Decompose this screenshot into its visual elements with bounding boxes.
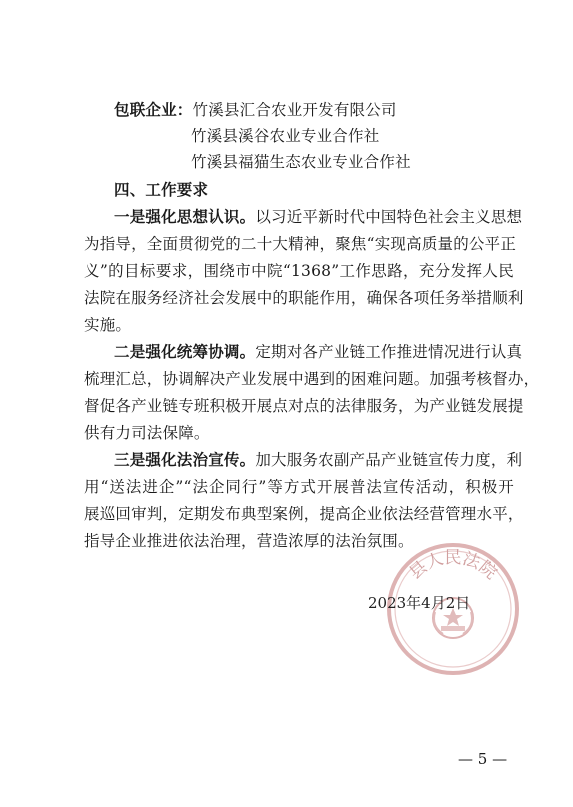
company-2: 竹溪县溪谷农业专业合作社 [191, 127, 380, 145]
para3-line1 [114, 450, 523, 470]
para2-line2: 梳理汇总，协调解决产业发展中遇到的困难问题。加强考核督办， [84, 370, 540, 388]
para2-lead: 二是强化统筹协调。 [114, 343, 256, 361]
para2-line4: 供有力司法保障。 [84, 424, 210, 442]
company-1: 竹溪县汇合农业开发有限公司 [192, 101, 397, 119]
seal-arc-text: 县人民法院 [405, 548, 501, 584]
para1-line5: 实施。 [84, 316, 132, 334]
companies-label [114, 100, 397, 120]
para3-text1: 加大服务农副产品产业链宣传力度，利 [255, 451, 523, 469]
page-number: — 5 — [458, 750, 508, 768]
para1-line1 [114, 207, 523, 227]
para1-line4: 法院在服务经济社会发展中的职能作用，确保各项任务举措顺利 [84, 289, 524, 307]
para3-line2: 用“送法进企”“法企同行”等方式开展普法宣传活动，积极开 [84, 478, 514, 496]
para3-line4: 指导企业推进依法治理，营造浓厚的法治氛围。 [84, 532, 414, 550]
document-date: 2023年4月2日 [368, 594, 471, 612]
para1-line2: 为指导，全面贯彻党的二十大精神，聚焦“实现高质量的公平正 [84, 235, 517, 253]
section-heading: 四、工作要求 [114, 181, 209, 199]
para3-lead: 三是强化法治宣传。 [114, 451, 256, 469]
para2-text1: 定期对各产业链工作推进情况进行认真 [255, 343, 523, 361]
companies-label-text: 包联企业： [114, 101, 193, 119]
para1-lead: 一是强化思想认识。 [114, 208, 256, 226]
para2-line3: 督促各产业链专班积极开展点对点的法律服务，为产业链发展提 [84, 397, 524, 415]
company-3: 竹溪县福猫生态农业专业合作社 [191, 153, 411, 171]
para1-line3: 义”的目标要求，围绕市中院“1368”工作思路，充分发挥人民 [84, 262, 514, 280]
para3-line3: 展巡回审判，定期发布典型案例，提高企业依法经营管理水平， [84, 505, 524, 523]
para1-text1: 以习近平新时代中国特色社会主义思想 [255, 208, 523, 226]
para2-line1 [114, 342, 523, 362]
